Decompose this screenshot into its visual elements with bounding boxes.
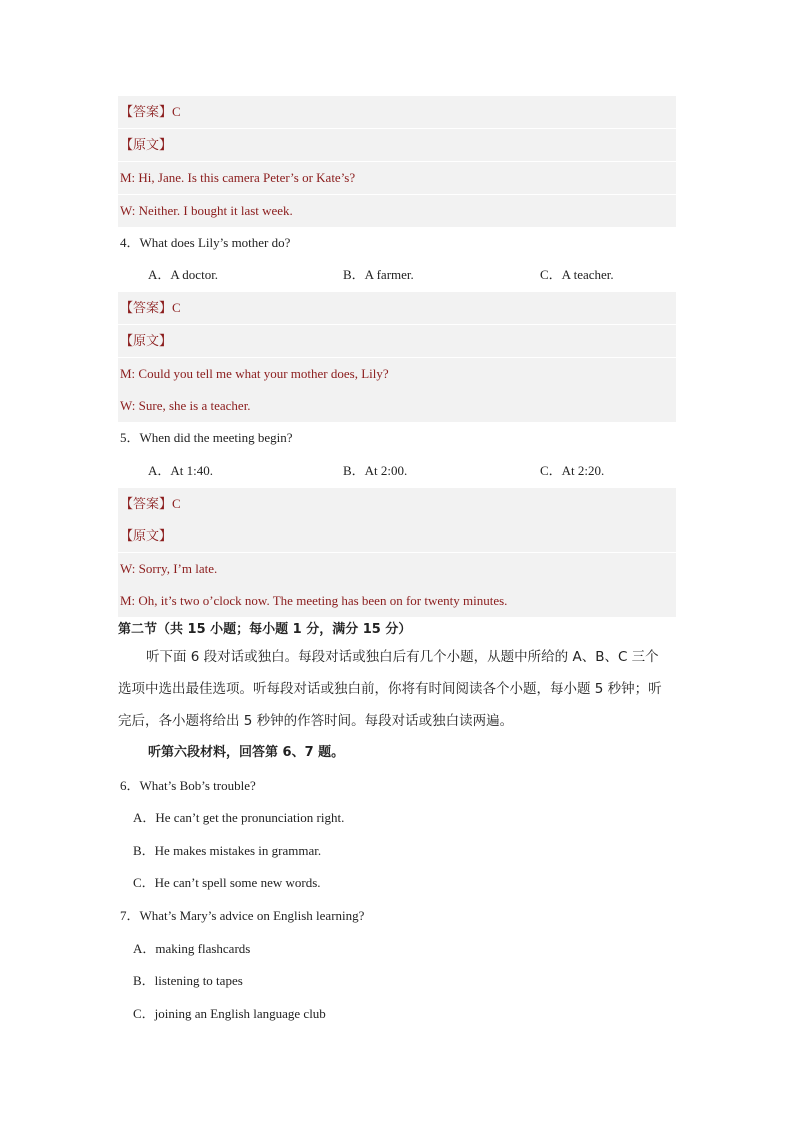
answer-value: C bbox=[172, 300, 181, 315]
q7-option-b: B．listening to tapes bbox=[133, 973, 243, 988]
answer-value: C bbox=[172, 496, 181, 511]
transcript-label-row-q4 bbox=[118, 325, 676, 357]
answer-row-q3 bbox=[118, 96, 676, 128]
question-6: 6．What’s Bob’s trouble? bbox=[120, 778, 256, 793]
q6-option-a: A．He can’t get the pronunciation right. bbox=[133, 810, 345, 825]
transcript-line-m-q5: M: Oh, it’s two o’clock now. The meeting has been on for twenty minutes. bbox=[118, 585, 676, 617]
q7-option-c: C．joining an English language club bbox=[133, 1006, 326, 1021]
transcript-line-w-q3: W: Neither. I bought it last week. bbox=[118, 195, 676, 227]
answer-label: 【答案】 bbox=[120, 497, 173, 512]
section-instructions-line-1: 听下面 6 段对话或独白。每段对话或独白后有几个小题，从题中所给的 A、B、C 三个 bbox=[146, 649, 659, 665]
section-heading: 第二节（共 15 小题；每小题 1 分，满分 15 分） bbox=[118, 622, 412, 637]
section-instructions-line-2: 选项中选出最佳选项。听每段对话或独白前，你将有时间阅读各个小题，每小题 5 秒钟；听 bbox=[118, 681, 662, 697]
transcript-line-w-q4: W: Sure, she is a teacher. bbox=[118, 390, 676, 422]
question-4: 4．What does Lily’s mother do? bbox=[120, 235, 291, 250]
answer-row-q4 bbox=[118, 292, 676, 324]
answer-row-q5 bbox=[118, 488, 676, 520]
answer-label: 【答案】 bbox=[120, 301, 173, 316]
transcript-label: 【原文】 bbox=[120, 529, 173, 544]
q6-option-b: B．He makes mistakes in grammar. bbox=[133, 843, 322, 858]
q7-option-a: A．making flashcards bbox=[133, 941, 251, 956]
question-5: 5．When did the meeting begin? bbox=[120, 430, 293, 445]
transcript-label-row-q3 bbox=[118, 129, 676, 161]
q5-option-b: B．At 2:00. bbox=[343, 463, 408, 478]
answer-value: C bbox=[172, 104, 181, 119]
material-heading: 听第六段材料，回答第 6、7 题。 bbox=[148, 745, 345, 760]
answer-label: 【答案】 bbox=[120, 105, 173, 120]
transcript-label: 【原文】 bbox=[120, 138, 173, 153]
q4-option-c: C．A teacher. bbox=[540, 267, 614, 282]
question-7: 7．What’s Mary’s advice on English learning? bbox=[120, 908, 365, 923]
transcript-label-row-q5 bbox=[118, 520, 676, 552]
section-instructions-line-3: 完后，各小题将给出 5 秒钟的作答时间。每段对话或独白读两遍。 bbox=[118, 713, 514, 729]
q5-option-a: A．At 1:40. bbox=[148, 463, 214, 478]
q4-option-a: A．A doctor. bbox=[148, 267, 219, 282]
transcript-line-w-q5: W: Sorry, I’m late. bbox=[118, 553, 676, 585]
transcript-label: 【原文】 bbox=[120, 334, 173, 349]
transcript-line-m-q4: M: Could you tell me what your mother does, Lily? bbox=[118, 358, 676, 390]
q6-option-c: C．He can’t spell some new words. bbox=[133, 875, 321, 890]
q4-option-b: B．A farmer. bbox=[343, 267, 414, 282]
q5-option-c: C．At 2:20. bbox=[540, 463, 605, 478]
transcript-line-m-q3: M: Hi, Jane. Is this camera Peter’s or Kate’s? bbox=[118, 162, 676, 194]
